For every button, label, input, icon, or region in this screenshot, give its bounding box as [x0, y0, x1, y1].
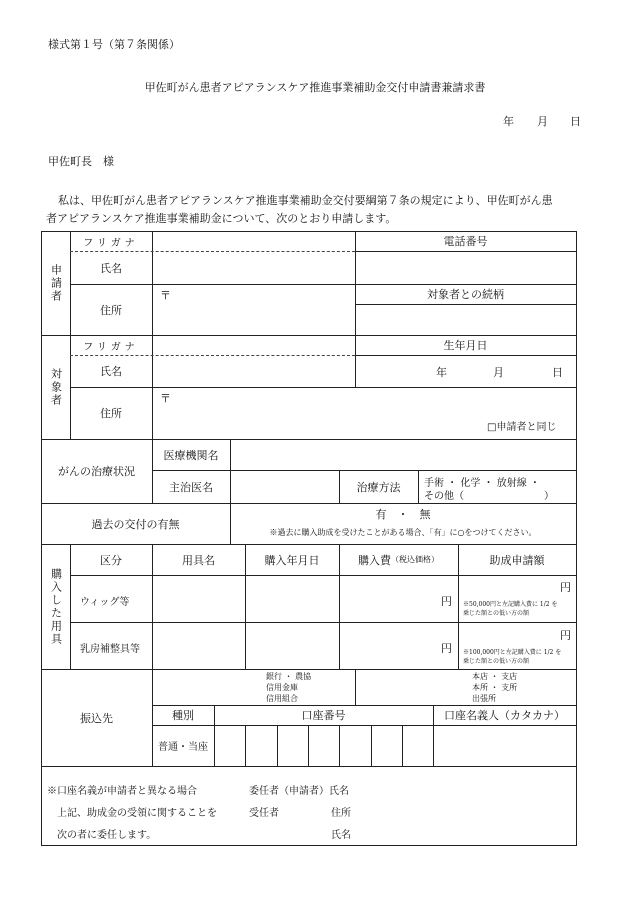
treatment-section-label: がんの治療状況	[58, 465, 135, 478]
category-header: 区分	[100, 553, 122, 567]
subject-furigana-label: フリガナ	[83, 341, 139, 353]
date-month-label: 月	[537, 115, 548, 128]
delegator-name-label: 委任者（申請者）氏名	[249, 786, 349, 797]
subject-section-label: 対象者	[49, 367, 63, 407]
purchased-section-label: 購入した用具	[49, 567, 63, 646]
date-day-label: 日	[570, 115, 581, 128]
account-type-options[interactable]: 普通・当座	[158, 742, 208, 753]
bank-type-shinkin[interactable]: 信用金庫	[266, 683, 298, 692]
applicant-furigana-label: フリガナ	[83, 237, 139, 249]
account-holder-field[interactable]	[434, 726, 575, 765]
bank-type-options[interactable]	[266, 671, 311, 704]
wig-item-name-field[interactable]	[153, 576, 244, 621]
subject-name-label: 氏名	[100, 365, 122, 378]
delegation-condition: ※口座名義が申請者と異なる場合	[47, 786, 197, 797]
branch-type-branch[interactable]: 本店 ・ 支店	[472, 672, 518, 681]
intro-line-1: 私は、甲佐町がん患者アピアランスケア推進事業補助金交付要綱第７条の規定により、甲佐町がん患	[58, 194, 553, 207]
applicant-name-label: 氏名	[100, 261, 122, 275]
item-name-header: 用具名	[182, 553, 215, 567]
account-holder-label: 口座名義人（カタカナ）	[444, 709, 565, 722]
applicant-name-field[interactable]	[153, 252, 354, 283]
breast-grant-note-line-1: ※100,000円と左記購入費に 1/2 を	[463, 649, 562, 656]
breast-purchase-date-field[interactable]	[246, 623, 338, 668]
wig-grant-note-line-1: ※50,000円と左記購入費に 1/2 を	[463, 601, 558, 608]
breast-item-name-field[interactable]	[153, 623, 244, 668]
bank-type-kumiai[interactable]: 信用組合	[266, 694, 298, 703]
purchase-cost-tax-note: （税込価格）	[391, 555, 439, 564]
treatment-method-label: 治療方法	[356, 480, 401, 494]
breast-grant-note-line-2: 乗じた額との低い方の額	[463, 658, 530, 665]
subject-postal-mark: 〒	[160, 392, 171, 405]
wig-cost-yen: 円	[441, 595, 452, 608]
breast-cost-yen: 円	[441, 642, 452, 655]
institution-label: 医療機関名	[163, 448, 219, 462]
treatment-method-options-2[interactable]: その他（ ）	[424, 491, 554, 502]
wig-purchase-date-field[interactable]	[246, 576, 338, 621]
account-number-label: 口座番号	[301, 709, 346, 722]
bank-type-bank[interactable]: 銀行 ・ 農協	[266, 672, 312, 681]
applicant-phone-label: 電話番号	[443, 235, 488, 248]
applicant-section-label: 申請者	[49, 263, 63, 303]
delegation-statement-1: 上記、助成金の受領に関することを	[57, 808, 217, 819]
intro-line-2: 者アピアランスケア推進事業補助金について、次のとおり申請します。	[46, 212, 397, 225]
applicant-address-label: 住所	[100, 303, 122, 317]
purchase-date-header: 購入年月日	[264, 553, 320, 567]
branch-type-sub[interactable]: 出張所	[472, 694, 496, 703]
subject-birth-year: 年	[436, 366, 447, 379]
wig-grant-yen: 円	[560, 581, 571, 594]
breast-prosthesis-category: 乳房補整具等	[80, 644, 140, 655]
subject-birth-month: 月	[493, 366, 504, 379]
applicant-relation-label: 対象者との続柄	[427, 288, 504, 301]
wig-grant-note	[463, 600, 557, 618]
same-as-applicant-checkbox[interactable]: □申請者と同じ	[487, 422, 557, 433]
subject-birthdate-label: 生年月日	[443, 339, 488, 352]
purchase-cost-header-label: 購入費	[358, 553, 391, 567]
breast-grant-yen: 円	[560, 629, 571, 642]
delegation-statement-2: 次の者に委任します。	[57, 830, 157, 841]
transfer-section-label: 振込先	[80, 711, 113, 725]
treatment-method-options-1[interactable]: 手術 ・ 化学 ・ 放射線 ・	[424, 478, 540, 489]
form-number: 様式第１号（第７条関係）	[48, 38, 180, 51]
applicant-furigana-field[interactable]	[153, 232, 354, 250]
doctor-label: 主治医名	[169, 480, 213, 494]
wig-grant-note-line-2: 乗じた額との低い方の額	[463, 610, 530, 617]
past-grant-note: ※過去に購入助成を受けたことがある場合、「有」に○をつけてください。	[269, 528, 537, 537]
applicant-address-field[interactable]	[153, 300, 354, 334]
subject-furigana-field[interactable]	[153, 336, 354, 354]
subject-address-field[interactable]	[153, 403, 473, 437]
branch-type-office[interactable]: 本所 ・ 支所	[472, 683, 518, 692]
applicant-relation-field[interactable]	[356, 305, 575, 334]
subject-name-field[interactable]	[153, 356, 354, 386]
applicant-phone-field[interactable]	[356, 252, 575, 283]
applicant-postal-mark: 〒	[160, 289, 171, 302]
past-grant-label: 過去の交付の有無	[91, 517, 180, 531]
purchase-cost-header	[339, 544, 458, 575]
past-grant-choice[interactable]: 有 ・ 無	[375, 508, 431, 521]
delegate-label: 受任者	[249, 808, 279, 819]
delegate-address-label: 住所	[331, 808, 351, 819]
grant-amount-header: 助成申請額	[489, 553, 545, 567]
wig-category: ウィッグ等	[80, 597, 130, 608]
date-year-label: 年	[503, 115, 514, 128]
branch-type-options[interactable]	[472, 671, 517, 704]
page-title: 甲佐町がん患者アピアランスケア推進事業補助金交付申請書兼請求書	[144, 81, 486, 94]
breast-grant-note	[463, 648, 561, 666]
account-type-label: 種別	[172, 709, 194, 722]
addressee: 甲佐町長 様	[48, 155, 114, 168]
subject-birth-day: 日	[552, 366, 563, 379]
delegate-name-label: 氏名	[331, 830, 351, 841]
subject-address-label: 住所	[100, 407, 122, 420]
institution-field[interactable]	[231, 440, 575, 469]
doctor-field[interactable]	[231, 471, 338, 502]
